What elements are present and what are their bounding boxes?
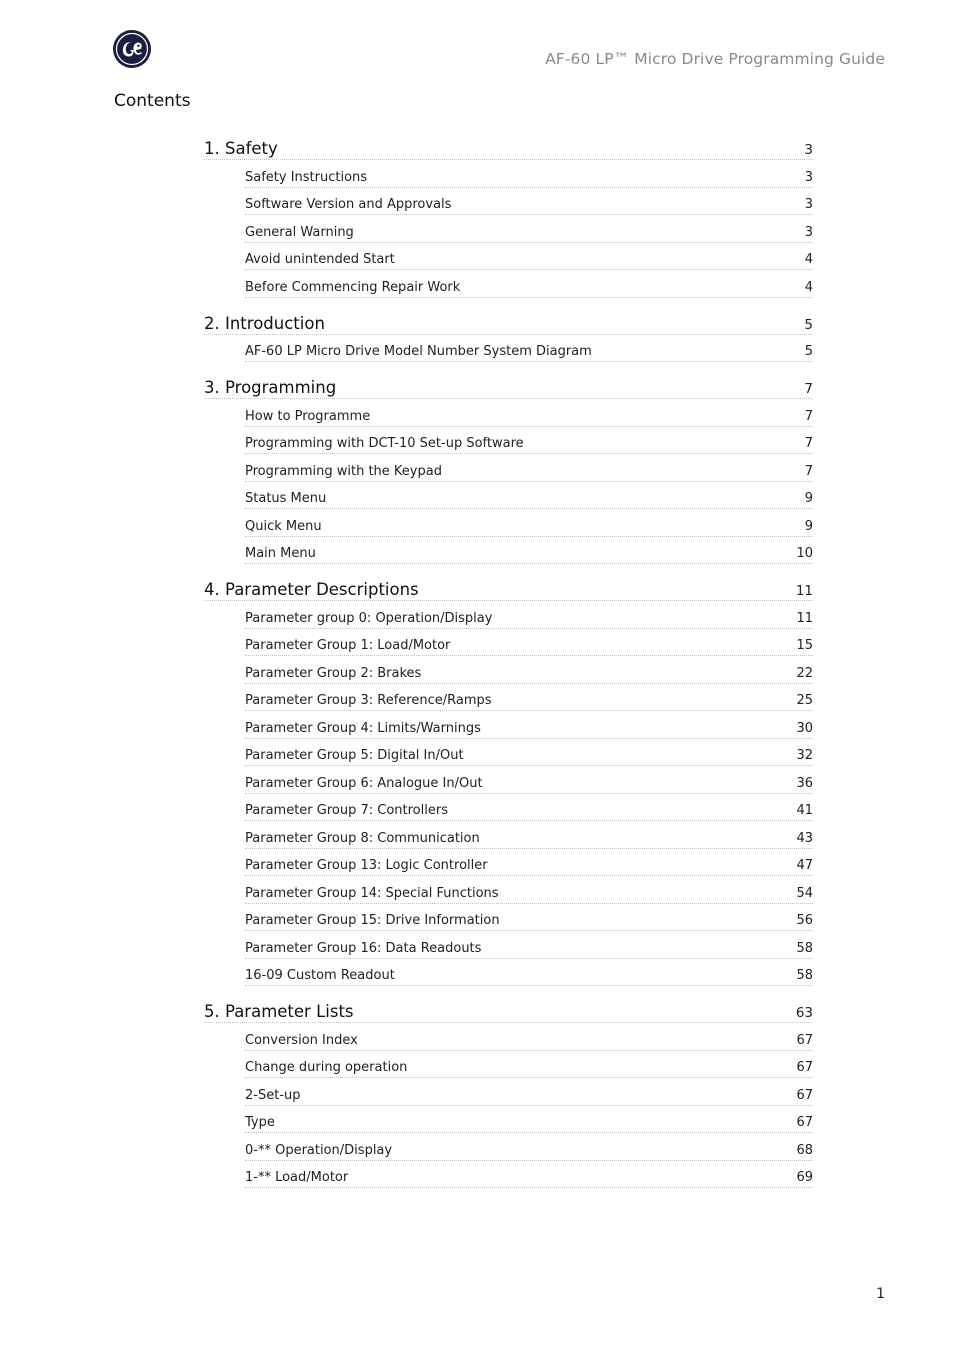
toc-entry-row[interactable] xyxy=(245,509,813,537)
toc-page-number: 11 xyxy=(795,583,813,599)
toc-page-number: 63 xyxy=(795,1005,813,1021)
toc-page-number: 69 xyxy=(796,1170,813,1185)
toc-page-number: 58 xyxy=(796,940,813,956)
toc-page-number: 43 xyxy=(796,830,813,846)
toc-entry-row[interactable] xyxy=(245,335,813,363)
toc-entry-row[interactable] xyxy=(245,739,813,767)
toc-entry-row[interactable] xyxy=(245,1051,813,1079)
toc-entry-label: Parameter Group 6: Analogue In/Out xyxy=(245,775,483,791)
toc-entry-label: Parameter Group 1: Load/Motor xyxy=(245,638,451,653)
toc-entry-row[interactable] xyxy=(245,601,813,629)
toc-chapter-title: 4. Parameter Descriptions xyxy=(204,580,419,599)
toc-entry-row[interactable] xyxy=(245,454,813,482)
toc-page-number: 67 xyxy=(796,1115,813,1130)
toc-page-number: 3 xyxy=(804,169,813,185)
toc-page-number: 58 xyxy=(796,968,813,983)
toc-entry-row[interactable] xyxy=(245,1133,813,1161)
toc-entry-row[interactable] xyxy=(245,629,813,657)
toc-entry-row[interactable] xyxy=(245,904,813,932)
toc-entry-label: Parameter Group 14: Special Functions xyxy=(245,885,499,901)
contents-heading: Contents xyxy=(114,91,191,111)
toc-entry-label: Parameter Group 5: Digital In/Out xyxy=(245,748,464,763)
toc-chapter-row[interactable] xyxy=(204,135,813,160)
toc-entry-label: Parameter Group 7: Controllers xyxy=(245,803,448,818)
toc-entry-row[interactable] xyxy=(245,959,813,987)
toc-chapter-row[interactable] xyxy=(204,310,813,335)
toc-entry-label: Main Menu xyxy=(245,546,316,561)
toc-section-parameter-descriptions xyxy=(204,576,813,986)
toc-page-number: 7 xyxy=(804,408,813,424)
toc-page-number: 30 xyxy=(796,720,813,736)
toc-entry-label: Programming with the Keypad xyxy=(245,463,442,479)
toc-entry-label: Parameter Group 16: Data Readouts xyxy=(245,940,482,956)
document-title: AF-60 LP™ Micro Drive Programming Guide xyxy=(545,50,885,68)
toc-section-programming xyxy=(204,374,813,564)
toc-page-number: 11 xyxy=(796,610,813,626)
toc-page-number: 36 xyxy=(796,775,813,791)
toc-entry-row[interactable] xyxy=(245,1023,813,1051)
toc-page-number: 7 xyxy=(804,436,813,451)
toc-entry-label: Conversion Index xyxy=(245,1032,358,1048)
page-number: 1 xyxy=(876,1286,885,1302)
toc-entry-row[interactable] xyxy=(245,876,813,904)
toc-page-number: 10 xyxy=(796,546,813,561)
toc-page-number: 15 xyxy=(796,638,813,653)
toc-entry-label: Quick Menu xyxy=(245,518,322,534)
toc-entry-row[interactable] xyxy=(245,160,813,188)
toc-page-number: 7 xyxy=(804,463,813,479)
toc-page-number: 5 xyxy=(804,316,813,333)
toc-chapter-title: 2. Introduction xyxy=(204,313,325,333)
toc-page-number: 67 xyxy=(796,1032,813,1048)
toc-section-parameter-lists xyxy=(204,998,813,1188)
toc-section-introduction xyxy=(204,310,813,363)
toc-entry-row[interactable] xyxy=(245,711,813,739)
toc-page-number: 3 xyxy=(804,224,813,240)
toc-entry-row[interactable] xyxy=(245,656,813,684)
toc-page-number: 3 xyxy=(804,197,813,212)
toc-page-number: 67 xyxy=(796,1087,813,1103)
toc-entry-label: Safety Instructions xyxy=(245,169,368,185)
toc-entry-row[interactable] xyxy=(245,1161,813,1189)
toc-entry-row[interactable] xyxy=(245,1078,813,1106)
toc-page-number: 9 xyxy=(804,491,813,506)
toc-entry-row[interactable] xyxy=(245,684,813,712)
toc-entry-label: How to Programme xyxy=(245,408,371,424)
toc-entry-row[interactable] xyxy=(245,1106,813,1134)
toc-entry-label: Parameter Group 8: Communication xyxy=(245,830,480,846)
toc-page-number: 25 xyxy=(796,693,813,708)
toc-page-number: 47 xyxy=(796,858,813,873)
toc-entry-label: Parameter Group 15: Drive Information xyxy=(245,913,500,928)
toc-page-number: 67 xyxy=(796,1060,813,1075)
toc-chapter-row[interactable] xyxy=(204,998,813,1023)
toc-entry-label: AF-60 LP Micro Drive Model Number System Diagram xyxy=(245,344,592,359)
toc-entry-row[interactable] xyxy=(245,188,813,216)
toc-entry-row[interactable] xyxy=(245,849,813,877)
toc-page-number: 4 xyxy=(804,252,813,267)
toc-page-number: 9 xyxy=(804,518,813,534)
toc-entry-row[interactable] xyxy=(245,794,813,822)
toc-entry-row[interactable] xyxy=(245,215,813,243)
toc-chapter-title: 1. Safety xyxy=(204,139,278,158)
toc-page-number: 22 xyxy=(796,665,813,681)
toc-entry-label: Before Commencing Repair Work xyxy=(245,279,461,295)
toc-entry-row[interactable] xyxy=(245,427,813,455)
ge-logo-icon xyxy=(112,29,152,69)
toc-page-number: 41 xyxy=(796,803,813,818)
toc-page-number: 68 xyxy=(796,1142,813,1158)
toc-page-number: 32 xyxy=(796,748,813,763)
table-of-contents xyxy=(204,135,813,1200)
toc-entry-label: Parameter group 0: Operation/Display xyxy=(245,610,493,626)
toc-entry-row[interactable] xyxy=(245,766,813,794)
toc-entry-label: Software Version and Approvals xyxy=(245,197,452,212)
toc-entry-label: Parameter Group 4: Limits/Warnings xyxy=(245,720,481,736)
toc-entry-row[interactable] xyxy=(245,821,813,849)
toc-chapter-title: 5. Parameter Lists xyxy=(204,1002,354,1021)
toc-entry-row[interactable] xyxy=(245,931,813,959)
toc-entry-label: Status Menu xyxy=(245,491,327,506)
toc-entry-label: 1-** Load/Motor xyxy=(245,1170,349,1185)
toc-chapter-row[interactable] xyxy=(204,576,813,601)
toc-entry-label: Parameter Group 3: Reference/Ramps xyxy=(245,693,492,708)
toc-page-number: 5 xyxy=(804,344,813,359)
toc-entry-label: Avoid unintended Start xyxy=(245,252,395,267)
toc-entry-row[interactable] xyxy=(245,537,813,565)
toc-entry-row[interactable] xyxy=(245,243,813,271)
toc-section-safety xyxy=(204,135,813,298)
toc-page-number: 54 xyxy=(796,885,813,901)
toc-entry-label: Parameter Group 2: Brakes xyxy=(245,665,422,681)
toc-page-number: 3 xyxy=(804,142,813,158)
toc-entry-label: General Warning xyxy=(245,224,354,240)
toc-entry-label: Change during operation xyxy=(245,1060,408,1075)
toc-entry-label: Type xyxy=(245,1115,275,1130)
toc-entry-label: Programming with DCT-10 Set-up Software xyxy=(245,436,524,451)
toc-page-number: 7 xyxy=(804,381,813,397)
toc-chapter-title: 3. Programming xyxy=(204,378,337,397)
toc-entry-label: Parameter Group 13: Logic Controller xyxy=(245,858,488,873)
toc-entry-row[interactable] xyxy=(245,399,813,427)
toc-entry-label: 0-** Operation/Display xyxy=(245,1142,393,1158)
toc-page-number: 56 xyxy=(796,913,813,928)
toc-entry-row[interactable] xyxy=(245,482,813,510)
toc-chapter-row[interactable] xyxy=(204,374,813,399)
toc-entry-label: 16-09 Custom Readout xyxy=(245,968,395,983)
toc-entry-row[interactable] xyxy=(245,270,813,298)
toc-entry-label: 2-Set-up xyxy=(245,1087,301,1103)
toc-page-number: 4 xyxy=(804,279,813,295)
